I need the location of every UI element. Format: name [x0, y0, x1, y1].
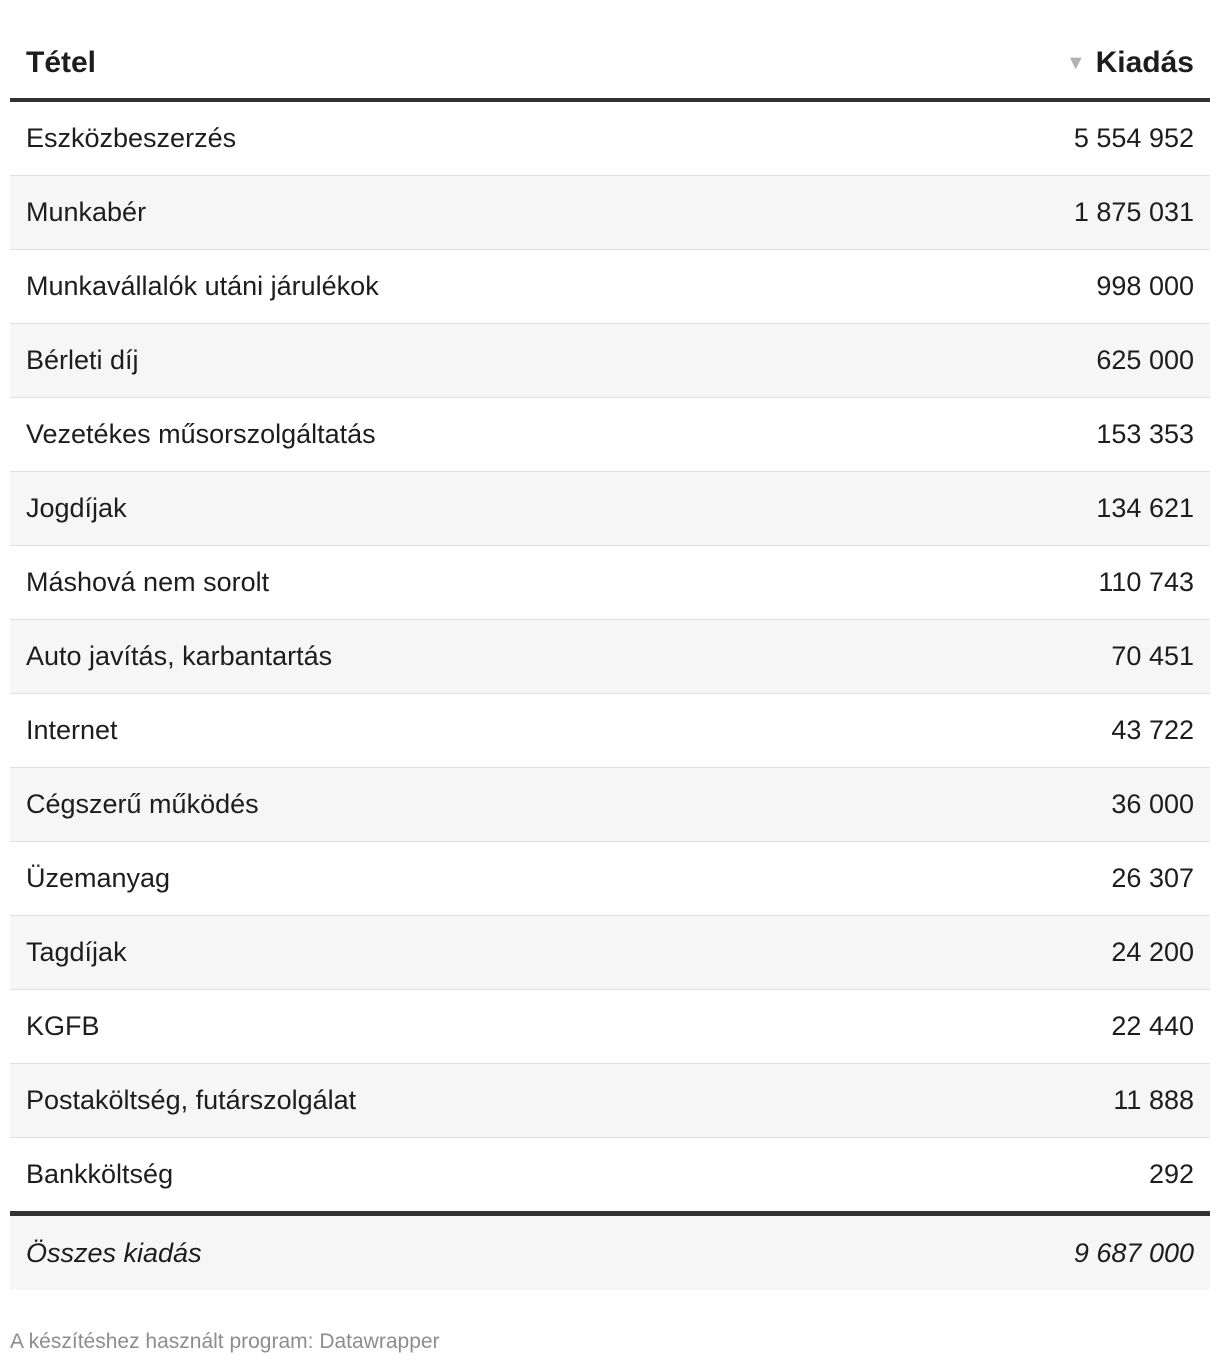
sort-descending-icon[interactable]: ▼ [1065, 52, 1086, 74]
row-item: Internet [10, 694, 610, 768]
row-value: 70 451 [610, 620, 1210, 694]
row-item: Auto javítás, karbantartás [10, 620, 610, 694]
row-item: Eszközbeszerzés [10, 100, 610, 176]
column-header-item[interactable]: Tétel [10, 28, 610, 100]
row-item: Munkavállalók utáni járulékok [10, 250, 610, 324]
row-item: Postaköltség, futárszolgálat [10, 1064, 610, 1138]
total-label: Összes kiadás [10, 1214, 610, 1291]
row-item: Bankköltség [26, 1159, 174, 1189]
total-value: 9 687 000 [610, 1214, 1210, 1291]
row-item: Üzemanyag [10, 842, 610, 916]
table-row [10, 1138, 1210, 1214]
table-row [10, 324, 1210, 398]
row-value: 292 [1148, 1159, 1194, 1189]
row-item: KGFB [10, 990, 610, 1064]
table-row [10, 100, 1210, 176]
row-value: 153 353 [610, 398, 1210, 472]
table-body [10, 100, 1210, 1214]
table-row [10, 916, 1210, 990]
table-row [10, 1064, 1210, 1138]
column-header-expense[interactable] [610, 28, 1210, 100]
row-value: 43 722 [610, 694, 1210, 768]
table-row [10, 398, 1210, 472]
row-value: 22 440 [610, 990, 1210, 1064]
column-header-expense-label: Kiadás [1095, 46, 1194, 79]
row-value: 1 875 031 [610, 176, 1210, 250]
row-value: 625 000 [610, 324, 1210, 398]
row-value: 134 621 [610, 472, 1210, 546]
table-row [10, 768, 1210, 842]
row-item: Máshová nem sorolt [10, 546, 610, 620]
row-item: Jogdíjak [10, 472, 610, 546]
row-value: 110 743 [610, 546, 1210, 620]
row-value: 36 000 [610, 768, 1210, 842]
row-value: 5 554 952 [610, 100, 1210, 176]
row-value: 998 000 [610, 250, 1210, 324]
total-row [10, 1214, 1210, 1291]
header-row [10, 28, 1210, 100]
table-row [10, 176, 1210, 250]
row-item: Bérleti díj [10, 324, 610, 398]
table-row [10, 472, 1210, 546]
table-row [10, 842, 1210, 916]
table-row [10, 620, 1210, 694]
table-row [10, 990, 1210, 1064]
row-item: Cégszerű működés [10, 768, 610, 842]
table-row [10, 250, 1210, 324]
row-value: 26 307 [610, 842, 1210, 916]
row-item: Tagdíjak [10, 916, 610, 990]
expense-table-container [10, 28, 1210, 1290]
row-item: Vezetékes műsorszolgáltatás [10, 398, 610, 472]
row-value: 24 200 [610, 916, 1210, 990]
source-note: A készítéshez használt program: Datawrapper [10, 1330, 440, 1353]
table-row [10, 546, 1210, 620]
expense-table [10, 28, 1210, 1290]
row-item: Munkabér [10, 176, 610, 250]
table-row [10, 694, 1210, 768]
row-value: 11 888 [610, 1064, 1210, 1138]
